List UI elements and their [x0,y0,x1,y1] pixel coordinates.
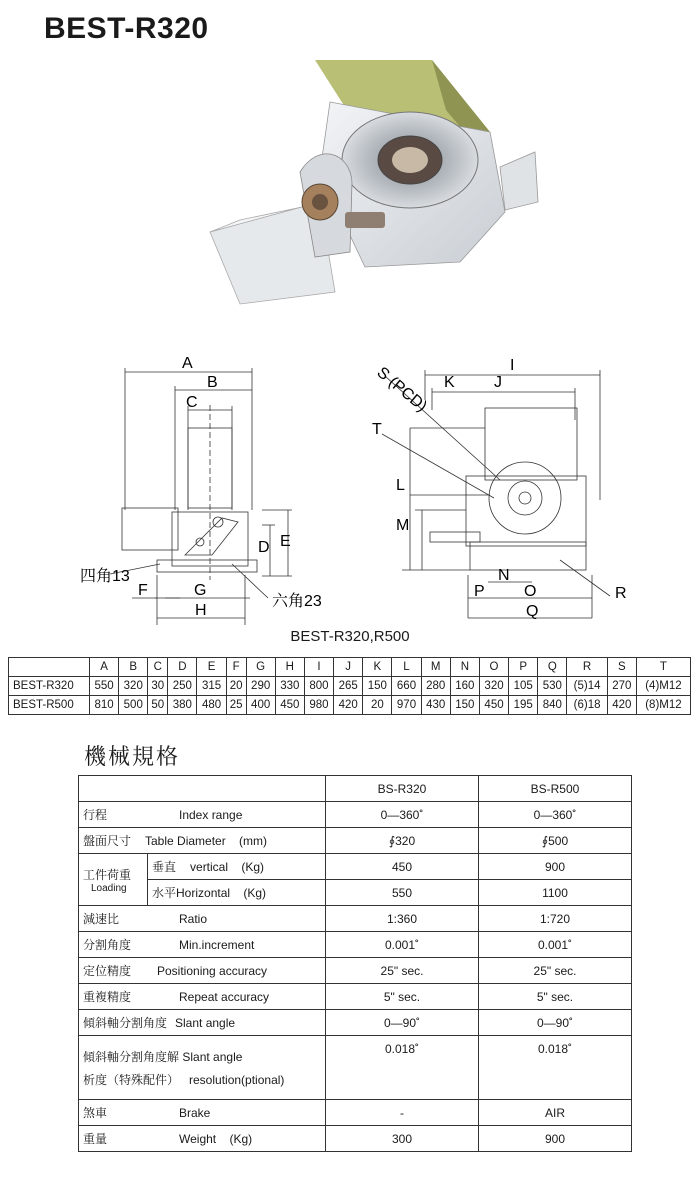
dims-col-j: J [334,658,363,677]
table-cell: 810 [90,696,119,715]
table-cell: 550 [90,677,119,696]
table-cell: 1:720 [479,906,632,932]
table-cell: 290 [246,677,275,696]
dims-col-d: D [168,658,197,677]
svg-text:A: A [182,355,193,372]
spec-sublabel-zh: 垂直 [152,860,177,874]
spec-label-zh: 盤面尺寸 [83,834,132,848]
spec-label-zh: 重量 [83,1132,108,1146]
table-row [79,802,632,828]
spec-label-zh-2: 析度（特殊配件） [83,1072,180,1087]
table-row [79,1010,632,1036]
table-row [79,1100,632,1126]
dims-col-g: G [246,658,275,677]
table-cell: 315 [197,677,226,696]
svg-text:N: N [498,567,510,584]
spec-label-en: Index range [179,808,243,822]
table-cell: AIR [479,1100,632,1126]
spec-label-zh: 傾斜軸分割角度 [83,1016,168,1030]
table-cell: (8)M12 [636,696,690,715]
dims-col-l: L [392,658,421,677]
spec-label-zh: 行程 [83,808,108,822]
model-cell: BEST-R320 [9,677,90,696]
label-s-pcd: S (PCD) [373,364,430,416]
table-cell: 30 [148,677,168,696]
table-cell: 500 [119,696,148,715]
table-cell: 0.018˚ [479,1036,632,1100]
dims-col-h: H [275,658,304,677]
table-cell: 1100 [479,880,632,906]
spec-sublabel-en: vertical (Kg) [190,860,265,874]
spec-label-en: Loading [91,882,127,894]
spec-col-r500: BS-R500 [479,776,632,802]
table-cell: 450 [326,854,479,880]
table-cell: 195 [509,696,538,715]
svg-text:H: H [195,602,207,619]
spec-label-zh: 工件荷重 [83,867,132,882]
table-cell: 900 [479,1126,632,1152]
table-cell: 0—90˚ [326,1010,479,1036]
spec-label-zh: 減速比 [83,912,120,926]
spec-label-en-2: resolution(ptional) [189,1072,285,1087]
svg-text:E: E [280,533,291,550]
table-cell: 430 [421,696,450,715]
table-cell: (4)M12 [636,677,690,696]
svg-text:D: D [258,539,270,556]
table-cell: 5" sec. [326,984,479,1010]
drawing-caption: BEST-R320,R500 [290,628,410,645]
page-title: BEST-R320 [44,12,209,45]
product-photo [200,52,560,310]
table-cell: 25 [226,696,246,715]
table-cell: 320 [479,677,508,696]
table-cell: 1:360 [326,906,479,932]
table-row [9,696,691,715]
dims-col-s: S [607,658,636,677]
table-cell: 450 [479,696,508,715]
table-row [79,880,632,906]
table-cell: 0.018˚ [326,1036,479,1100]
dims-col-r: R [567,658,607,677]
table-row [79,906,632,932]
dims-header-row [9,658,691,677]
dims-col-o: O [479,658,508,677]
table-cell: 20 [226,677,246,696]
table-cell: 0—360˚ [479,802,632,828]
table-cell: 320 [119,677,148,696]
spec-sublabel-en: Horizontal (Kg) [176,886,267,900]
table-row [79,984,632,1010]
table-cell: 450 [275,696,304,715]
table-cell: 5" sec. [479,984,632,1010]
spec-heading: 機械規格 [84,744,181,769]
table-cell: 400 [246,696,275,715]
table-cell: 980 [304,696,333,715]
spec-label-en: Brake [179,1106,211,1120]
svg-text:B: B [207,374,218,391]
table-cell: 0.001˚ [479,932,632,958]
spec-label-en: Ratio [179,912,208,926]
dimension-drawings [0,350,700,630]
table-cell: 265 [334,677,363,696]
dims-col-n: N [450,658,479,677]
table-cell: ∮320 [326,828,479,854]
svg-text:Q: Q [526,603,539,620]
table-cell: ∮500 [479,828,632,854]
table-cell: 0.001˚ [326,932,479,958]
dims-col-p: P [509,658,538,677]
table-cell: 150 [450,696,479,715]
spec-label-en: Repeat accuracy [179,990,270,1004]
svg-text:R: R [615,585,627,602]
table-cell: 20 [363,696,392,715]
dims-col-a: A [90,658,119,677]
spec-label-en: Slant angle [182,1049,243,1064]
dims-col-m: M [421,658,450,677]
dimensions-table [8,657,691,715]
spec-header-row [79,776,632,802]
svg-text:L: L [396,477,405,494]
label-square: 四角13 [80,568,130,585]
table-cell: 25" sec. [479,958,632,984]
label-hex: 六角23 [272,593,322,610]
table-cell: 105 [509,677,538,696]
table-cell: 420 [607,696,636,715]
model-cell: BEST-R500 [9,696,90,715]
table-cell: 0—360˚ [326,802,479,828]
svg-text:G: G [194,582,207,599]
table-cell: 160 [450,677,479,696]
svg-text:K: K [444,374,455,391]
table-row [79,958,632,984]
spec-col-r320: BS-R320 [326,776,479,802]
table-row [79,828,632,854]
table-cell: 380 [168,696,197,715]
table-cell: (5)14 [567,677,607,696]
spec-label-en: Table Diameter (mm) [145,834,268,848]
dims-corner-cell [9,658,90,677]
dims-col-i: I [304,658,333,677]
spec-label-zh: 傾斜軸分割角度解 [83,1049,180,1064]
table-row [9,677,691,696]
svg-text:F: F [138,582,148,599]
table-cell: 420 [334,696,363,715]
table-row [79,932,632,958]
spec-label-zh: 重複精度 [83,990,132,1004]
spec-label-en: Weight (Kg) [179,1132,253,1146]
svg-text:J: J [494,374,502,391]
table-cell: (6)18 [567,696,607,715]
table-cell: - [326,1100,479,1126]
table-cell: 530 [538,677,567,696]
table-cell: 660 [392,677,421,696]
spec-label-zh: 煞車 [83,1106,108,1120]
spec-label-en: Slant angle [175,1016,236,1030]
table-cell: 550 [326,880,479,906]
table-cell: 150 [363,677,392,696]
table-cell: 300 [326,1126,479,1152]
dims-col-f: F [226,658,246,677]
table-cell: 250 [168,677,197,696]
table-cell: 900 [479,854,632,880]
table-row [79,1126,632,1152]
svg-text:O: O [524,583,537,600]
table-cell: 50 [148,696,168,715]
dims-col-b: B [119,658,148,677]
table-cell: 270 [607,677,636,696]
spec-label-zh: 定位精度 [83,964,132,978]
table-row [79,1036,632,1100]
dims-col-q: Q [538,658,567,677]
table-cell: 970 [392,696,421,715]
table-row [79,854,632,880]
dims-col-c: C [148,658,168,677]
spec-table [78,775,632,1152]
table-cell: 280 [421,677,450,696]
table-cell: 330 [275,677,304,696]
spec-label-en: Positioning accuracy [157,964,268,978]
table-cell: 480 [197,696,226,715]
spec-corner-cell [79,776,326,802]
svg-text:P: P [474,583,485,600]
svg-text:I: I [510,357,515,374]
spec-label-en: Min.increment [179,938,255,952]
svg-text:T: T [372,421,382,438]
table-cell: 25" sec. [326,958,479,984]
dims-col-e: E [197,658,226,677]
svg-text:M: M [396,517,410,534]
svg-text:C: C [186,394,198,411]
spec-sublabel-zh: 水平 [152,886,177,900]
table-cell: 840 [538,696,567,715]
dims-col-t: T [636,658,690,677]
table-cell: 0—90˚ [479,1010,632,1036]
spec-label-zh: 分割角度 [83,938,132,952]
table-cell: 800 [304,677,333,696]
dims-col-k: K [363,658,392,677]
